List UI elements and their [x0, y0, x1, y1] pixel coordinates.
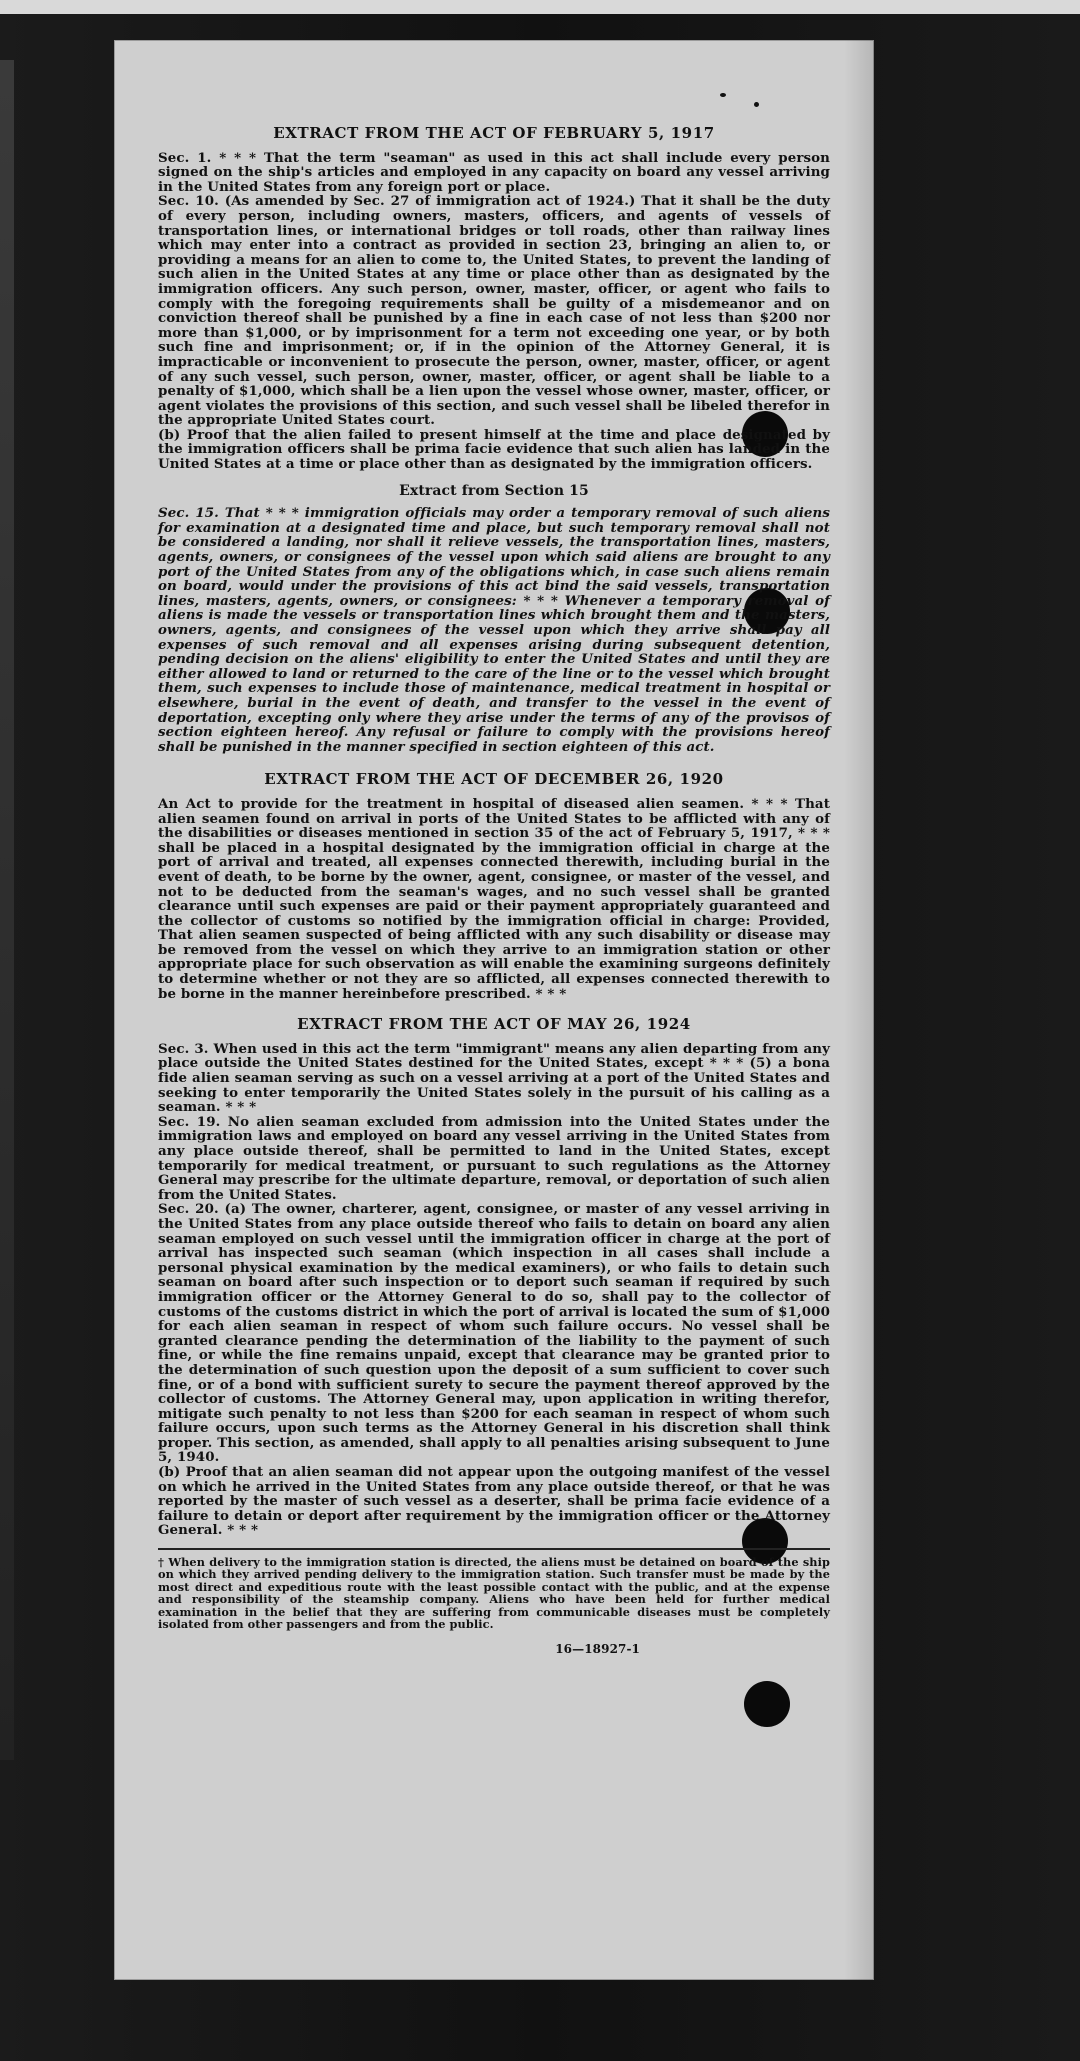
ink-speck	[720, 93, 726, 97]
scanner-left-edge	[0, 60, 14, 1760]
ink-speck	[754, 102, 759, 107]
act-1920-text: An Act to provide for the treatment in hospital of diseased alien seamen. * * * That alien seamen found on arrival in ports of the United States to be afflicted with any of the disabilities or diseases mentioned in section 35 of the act of February 5, 1917, * * * shall be placed in a hospital designated by the immigration official in charge at the port of arrival and treated, all expenses connected therewith, including burial in the event of death, to be borne by the owner, agent, consignee, or master of the vessel, and not to be deducted from the seaman's wages, and no such vessel shall be granted clearance until such expenses are paid or their payment appropriately guaranteed and the collector of customs so notified by the immigration official in charge: Provided, That alien seamen suspected of being afflicted with any such disability or disease may be removed from the vessel on which they arrive to an immigration station or other appropriate place for such observation as will enable the examining surgeons definitely to determine whether or not they are so afflicted, all expenses connected therewith to be borne in the manner hereinbefore prescribed. * * *	[158, 795, 830, 1002]
section-20-b: (b) Proof that an alien seaman did not appear upon the outgoing manifest of the vessel on which he arrived in the United States from any place outside thereof, or that he was reported by the master of such vessel as a deserter, shall be prima facie evidence of a failure to detain or deport after requirement by the immigration officer or the Attorney General. * * *	[158, 1464, 830, 1539]
section-3: Sec. 3. When used in this act the term "immigrant" means any alien departing from any place outside the United States destined for the United States, except * * * (5) a bona fide alien seaman serving as such on a vessel arriving at a port of the United States and seeking to enter temporarily the United States solely in the pursuit of his calling as a seaman. * * *	[158, 1040, 830, 1116]
section-1: Sec. 1. * * * That the term "seaman" as used in this act shall include every person signed on the ship's articles and employed in any capacity on board any vessel arriving in the United States from any foreign port or place.	[158, 149, 830, 195]
section-20: Sec. 20. (a) The owner, charterer, agent, consignee, or master of any vessel arriving in the United States from any place outside thereof who fails to detain on board any alien seaman employed on such vessel until the immigration officer in charge at the port of arrival has inspected such seaman (which inspection in all cases shall include a personal physical examination by the medical examiners), or who fails to detain such seaman on board after such inspection or to deport such seaman if required by such immigration officer or the Attorney General to do so, shall pay to the collector of customs of the customs district in which the port of arrival is located the sum of $1,000 for each alien seaman in respect of whom such failure occurs. No vessel shall be granted clearance pending the determination of the liability to the payment of such fine, or while the fine remains unpaid, except that clearance may be granted prior to the determination of such question upon the deposit of a sum sufficient to cover such fine, or of a bond with sufficient surety to secure the payment thereof approved by the collector of customs. The Attorney General may, upon application in writing therefor, mitigate such penalty to not less than $200 for each seaman in respect of whom such failure occurs, upon such terms as the Attorney General in his discretion shall think proper. This section, as amended, shall apply to all penalties arising subsequent to June 5, 1940.	[158, 1201, 830, 1466]
section-19: Sec. 19. No alien seaman excluded from admission into the United States under the immigration laws and employed on board any vessel arriving in the United States from any place outside thereof, shall be permitted to land in the United States, except temporarily for medical treatment, or pursuant to such regulations as the Attorney General may prescribe for the ultimate departure, removal, or deportation of such alien from the United States.	[158, 1113, 830, 1203]
scanner-top-edge	[0, 0, 1080, 14]
footnote: † When delivery to the immigration station is directed, the aliens must be detained on board of the ship on which they arrived pending delivery to the immigration station. Such transfer must be made by the most direct and expeditious route with the least possible contact with the public, and at the expense and responsibility of the steamship company. Aliens who have been held for further medical examination in the belief that they are suffering from communicable diseases must be completely isolated from other passengers and from the public.	[158, 1555, 830, 1632]
document-body	[158, 122, 830, 1657]
heading-act-1920: EXTRACT FROM THE ACT OF DECEMBER 26, 1920	[264, 770, 724, 789]
heading-act-1917: EXTRACT FROM THE ACT OF FEBRUARY 5, 1917	[273, 124, 715, 142]
heading-act-1924: EXTRACT FROM THE ACT OF MAY 26, 1924	[297, 1015, 691, 1034]
punch-hole	[744, 1681, 790, 1727]
heading-section-15: Extract from Section 15	[399, 482, 589, 499]
document-page	[114, 40, 874, 1980]
form-number: 16—18927-1	[555, 1642, 640, 1657]
section-10: Sec. 10. (As amended by Sec. 27 of immigration act of 1924.) That it shall be the duty of every person, including owners, masters, officers, and agents of vessels of transportation lines, or international bridges or toll roads, other than railway lines which may enter into a contract as provided in section 23, bringing an alien to, or providing a means for an alien to come to, the United States, to prevent the landing of such alien in the United States at any time or place other than as designated by the immigration officers. Any such person, owner, master, officer, or agent who fails to comply with the foregoing requirements shall be guilty of a misdemeanor and on conviction thereof shall be punished by a fine in each case of not less than $200 nor more than $1,000, or by imprisonment for a term not exceeding one year, or by both such fine and imprisonment; or, if in the opinion of the Attorney General, it is impracticable or inconvenient to prosecute the person, owner, master, officer, or agent of any such vessel, such person, owner, master, officer, or agent shall be liable to a penalty of $1,000, which shall be a lien upon the vessel whose owner, master, officer, or agent violates the provisions of this section, and such vessel shall be libeled therefor in the appropriate United States court.	[158, 193, 830, 429]
section-15: Sec. 15. That * * * immigration officials may order a temporary removal of such aliens for examination at a designated time and place, but such temporary removal shall not be considered a landing, nor shall it relieve vessels, the transportation lines, masters, agents, owners, or consignees of the vessel upon which said aliens are brought to any port of the United States from any of the obligations which, in case such aliens remain on board, would under the provisions of this act bind the said vessels, transportation lines, masters, agents, owners, or consignees: * * * Whenever a temporary removal of aliens is made the vessels or transportation lines which brought them and the masters, owners, agents, and consignees of the vessel upon which they arrive shall pay all expenses of such removal and all expenses arising during subsequent detention, pending decision on the aliens' eligibility to enter the United States and until they are either allowed to land or returned to the care of the line or to the vessel which brought them, such expenses to include those of maintenance, medical treatment in hospital or elsewhere, burial in the event of death, and transfer to the vessel in the event of deportation, excepting only where they arise under the terms of any of the provisos of section eighteen hereof. Any refusal or failure to comply with the provisions hereof shall be punished in the manner specified in section eighteen of this act.	[158, 505, 830, 755]
section-10-b: (b) Proof that the alien failed to present himself at the time and place designated by the immigration officers shall be prima facie evidence that such alien has landed in the United States at a time or place other than as designated by the immigration officers.	[158, 426, 830, 473]
footnote-divider	[158, 1548, 830, 1550]
